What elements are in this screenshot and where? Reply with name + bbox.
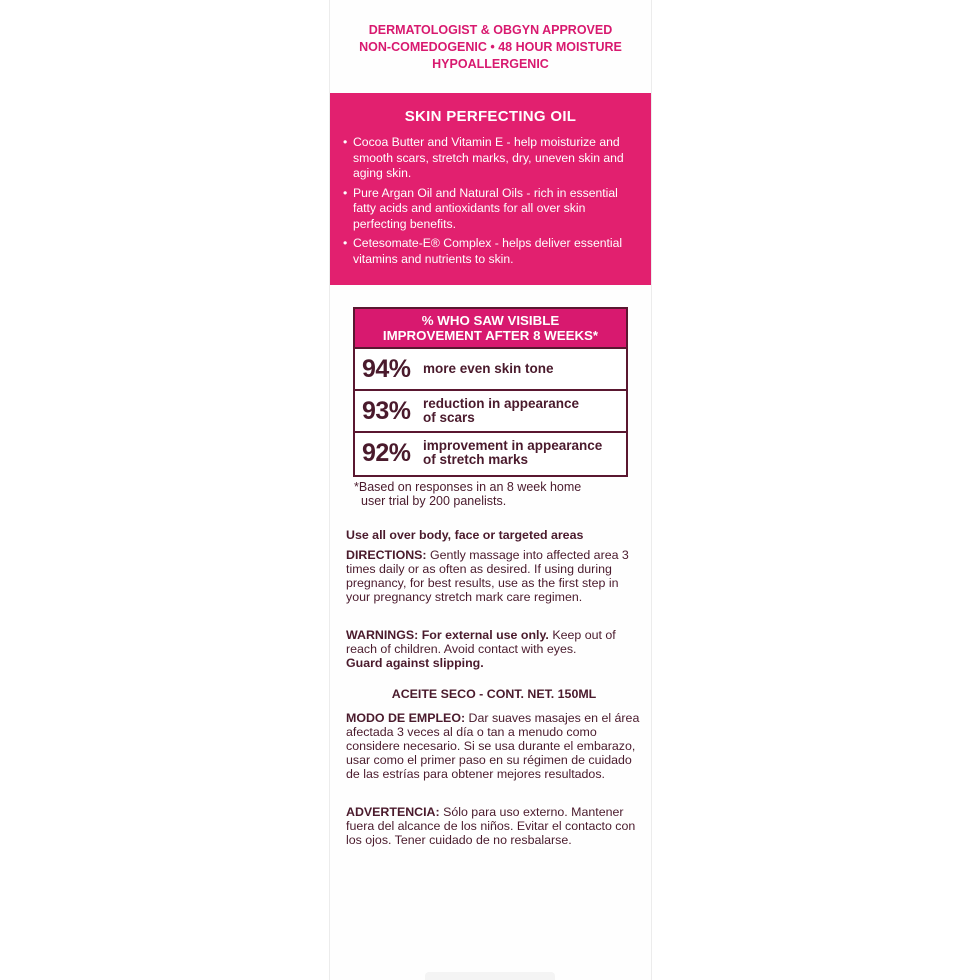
footnote-line: user trial by 200 panelists.: [361, 494, 507, 508]
directions-text: Gently massage into affected area 3 times daily or as often as desired. If using during pregnancy, for best results, use as the first step in your pregnancy stretch mark care regimen.: [346, 548, 629, 604]
product-label: [330, 0, 651, 980]
advertencia-label: ADVERTENCIA:: [346, 805, 440, 819]
advertencia-block: [346, 805, 642, 847]
usage-text: Use all over body, face or targeted areas: [346, 528, 584, 542]
modo-label: MODO DE EMPLEO:: [346, 711, 466, 725]
result-text-line: of stretch marks: [423, 452, 529, 467]
result-row: [355, 389, 626, 431]
claims-block: [330, 22, 651, 73]
result-text-line: of scars: [423, 410, 475, 425]
footnote-line: *Based on responses in an 8 week home: [354, 480, 582, 494]
claim-line: DERMATOLOGIST & OBGYN APPROVED: [368, 23, 613, 37]
result-percent: 93%: [362, 396, 411, 425]
warnings-label: WARNINGS: For external use only.: [346, 628, 549, 642]
benefit-item: • Cetesomate-E® Complex - helps deliver essential vitamins and nutrients to skin.: [343, 236, 637, 267]
panel-title: SKIN PERFECTING OIL: [404, 108, 577, 125]
spanish-title: ACEITE SECO - CONT. NET. 150ML: [391, 687, 597, 701]
result-row: [355, 347, 626, 389]
result-text: [423, 362, 554, 376]
advertencia-text: Sólo para uso externo. Mantener fuera del alcance de los niños. Evitar el contacto con los ojos. Tener cuidado de no resbalarse.: [346, 805, 636, 847]
result-text: [423, 397, 579, 425]
results-heading-line: IMPROVEMENT AFTER 8 WEEKS*: [382, 328, 599, 343]
result-row: [355, 431, 626, 473]
result-text: [423, 439, 602, 467]
warnings-block: [346, 628, 642, 670]
result-percent: 92%: [362, 438, 411, 467]
benefit-item: • Pure Argan Oil and Natural Oils - rich in essential fatty acids and antioxidants for all over skin perfecting benefits.: [343, 186, 637, 233]
directions-label: DIRECTIONS:: [346, 548, 427, 562]
warnings-guard: Guard against slipping.: [346, 656, 484, 670]
modo-block: [346, 711, 642, 781]
result-text-line: improvement in appearance: [423, 438, 603, 453]
claim-line: HYPOALLERGENIC: [432, 57, 549, 71]
results-table: [353, 307, 628, 477]
claim-line: NON-COMEDOGENIC • 48 HOUR MOISTURE: [359, 40, 622, 54]
benefit-item: • Cocoa Butter and Vitamin E - help moisturize and smooth scars, stretch marks, dry, uneven skin and aging skin.: [343, 135, 637, 182]
results-heading-line: % WHO SAW VISIBLE: [421, 313, 560, 328]
benefits-panel: [330, 93, 651, 285]
result-text-line: reduction in appearance: [423, 396, 580, 411]
benefits-list: [330, 135, 651, 267]
results-heading: [355, 309, 626, 347]
directions-block: [346, 548, 642, 604]
label-bottom-tab: [425, 972, 555, 980]
warnings-text: Keep out of reach of children. Avoid contact with eyes.: [346, 628, 616, 656]
result-text-line: more even skin tone: [423, 361, 554, 376]
modo-text: Dar suaves masajes en el área afectada 3 veces al día o tan a menudo como considere necesario. Si se usa durante el embarazo, usar como el primer paso en su régimen de cuidado de las estrías para obtener mejores resultados.: [346, 711, 640, 781]
result-percent: 94%: [362, 354, 411, 383]
results-footnote: [354, 480, 624, 508]
